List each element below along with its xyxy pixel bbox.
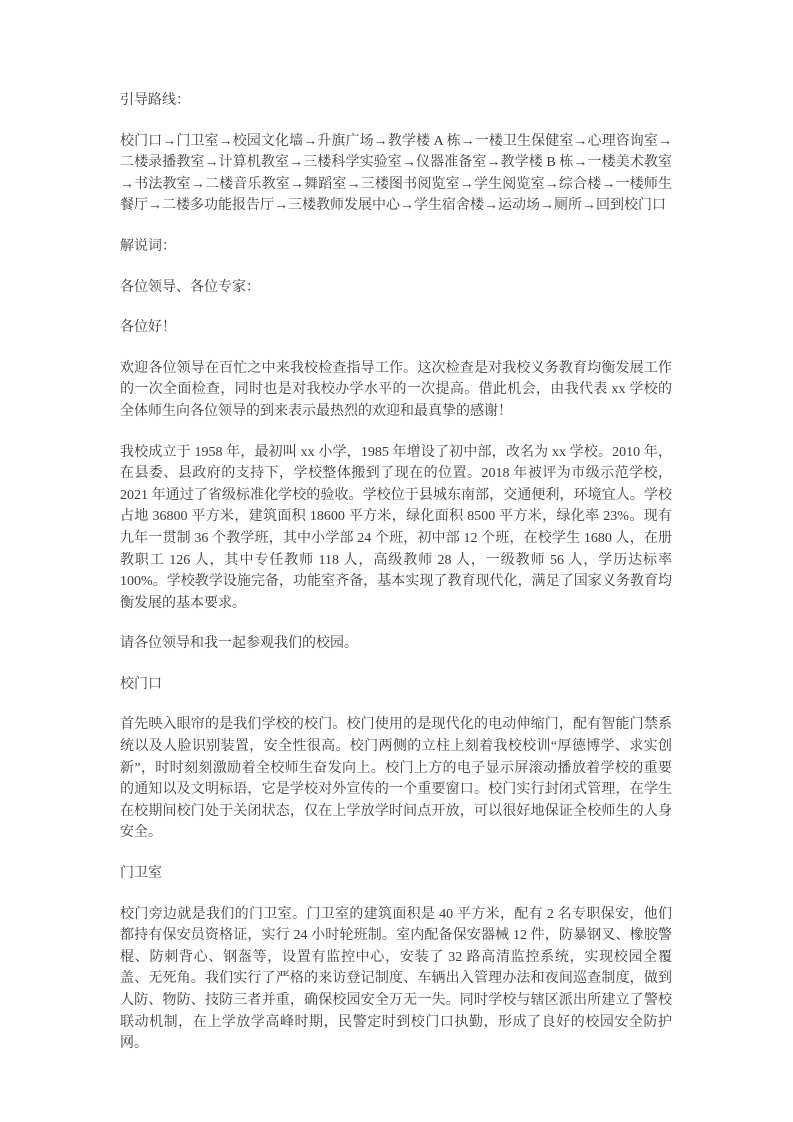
guide-route-text: 校门口→门卫室→校园文化墙→升旗广场→教学楼 A 栋→一楼卫生保健室→心理咨询室→二楼录播教室→计算机教室→三楼科学实验室→仪器准备室→教学楼 B 栋→一楼美术教室→书法教室→二楼音乐教室→舞蹈室→三楼图书阅览室→学生阅览室→综合楼→一楼师生餐厅→二楼多功能报告厅→三楼教师发展中心→学生宿舍楼→运动场→厕所→回到校门口 [120,133,672,214]
section-heading-school-gate: 校门口 [120,676,162,692]
greeting-line: 各位好！ [120,320,176,336]
narration-label: 解说词： [120,238,176,254]
salutation-line: 各位领导、各位专家： [120,279,260,295]
tour-invitation-line: 请各位领导和我一起参观我们的校园。 [120,636,358,652]
route-label: 引导路线： [120,93,190,108]
school-gate-paragraph: 首先映入眼帘的是我们学校的校门。校门使用的是现代化的电动伸缩门，配有智能门禁系统以及人脸识别装置，安全性很高。校门两侧的立柱上刻着我校校训“厚德博学、求实创新”，时时刻刻激励着全校师生奋发向上。校门上方的电子显示屏滚动播放着学校的重要的通知以及文明标语，它是学校对外宣传的一个重要窗口。校门实行封闭式管理，在学生在校期间校门处于关闭状态，仅在上学放学时间点开放，可以很好地保证全校师生的人身安全。 [120,717,672,841]
school-introduction-paragraph: 我校成立于 1958 年，最初叫 xx 小学，1985 年增设了初中部，改名为 xx 学校。2010 年，在县委、县政府的支持下，学校整体搬到了现在的位置。2018 年被评为市级示范学校，2021 年通过了省级标准化学校的验收。学校位于县城东南部，交通便利，环境宜人。学校占地 36800 平方米，建筑面积 18600 平方米，绿化面积 8500 平方米，绿化率 23%。现有九年一贯制 36 个教学班，其中小学部 24 个班，初中部 12 个班，在校学生 1680 人，在册教职工 126 人，其中专任教师 118 人，高级教师 28 人，一级教师 56 人，学历达标率 100%。学校教学设施完备，功能室齐备，基本实现了教育现代化，满足了国家义务教育均衡发展的基本要求。 [120,444,672,611]
section-heading-guard-room: 门卫室 [120,866,162,882]
guard-room-paragraph: 校门旁边就是我们的门卫室。门卫室的建筑面积是 40 平方米，配有 2 名专职保安，他们都持有保安员资格证，实行 24 小时轮班制。室内配备保安器械 12 件，防暴钢叉、橡胶警棍、防刺背心、钢盔等，设置有监控中心，安装了 32 路高清监控系统，实现校园全覆盖、无死角。我们实行了严格的来访登记制度、车辆出入管理办法和夜间巡查制度，做到人防、物防、技防三者并重，确保校园安全万无一失。同时学校与辖区派出所建立了警校联动机制，在上学放学高峰时期，民警定时到校门口执勤，形成了良好的校园安全防护网。 [120,906,672,1052]
welcome-paragraph: 欢迎各位领导在百忙之中来我校检查指导工作。这次检查是对我校义务教育均衡发展工作的一次全面检查，同时也是对我校办学水平的一次提高。借此机会，由我代表 xx 学校的全体师生向各位领导的到来表示最热烈的欢迎和最真挚的感谢！ [120,360,672,419]
